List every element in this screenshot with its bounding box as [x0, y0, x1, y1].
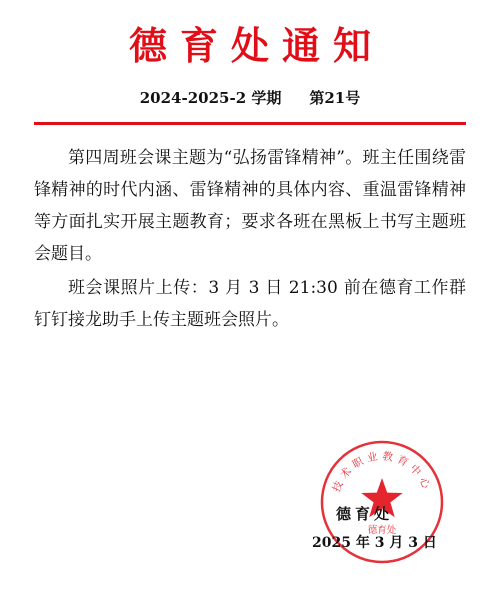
- signer: 德育处: [336, 505, 394, 523]
- issue-line: [0, 88, 500, 108]
- issue-number: 第21号: [309, 89, 361, 107]
- svg-text:德育处: 德育处: [367, 525, 397, 536]
- svg-text:技术职业教育中心: 技术职业教育中心: [330, 450, 434, 494]
- notice-body: [34, 142, 466, 336]
- body-paragraph-2: 班会课照片上传：3 月 3 日 21:30 前在德育工作群钉钉接龙助手上传主题班会照片。: [34, 278, 466, 330]
- term-label: 2024-2025-2 学期: [139, 89, 282, 107]
- notice-title: 德育处通知: [128, 23, 384, 68]
- red-divider: [34, 122, 466, 125]
- body-paragraph-1: 第四周班会课主题为“弘扬雷锋精神”。班主任围绕雷锋精神的时代内涵、雷锋精神的具体内容、重温雷锋精神等方面扎实开展主题教育；要求各班在黑板上书写主题班会题目。: [34, 148, 466, 264]
- issue-date: 2025 年 3 月 3 日: [312, 535, 437, 551]
